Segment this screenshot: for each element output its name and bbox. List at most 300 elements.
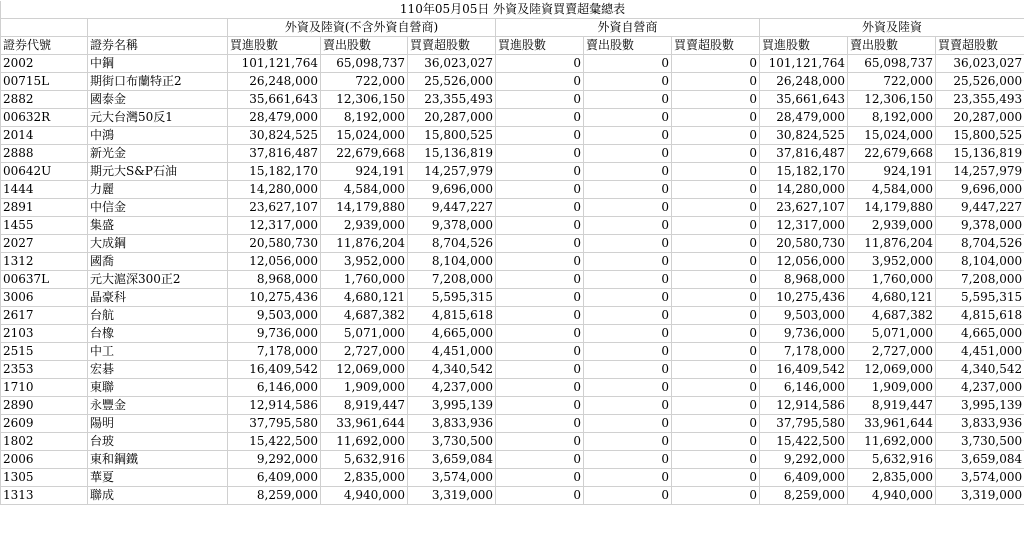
dealer-sell-cell: 0 <box>584 289 672 307</box>
total-net-cell: 9,378,000 <box>936 217 1024 235</box>
header-stock-code: 證券代號 <box>1 37 88 55</box>
sell-shares-cell: 4,680,121 <box>321 289 408 307</box>
header-sell-shares: 賣出股數 <box>321 37 408 55</box>
buy-shares-cell: 12,914,586 <box>228 397 321 415</box>
dealer-sell-cell: 0 <box>584 55 672 73</box>
total-buy-cell: 37,795,580 <box>760 415 848 433</box>
buy-shares-cell: 8,259,000 <box>228 487 321 505</box>
total-net-cell: 3,730,500 <box>936 433 1024 451</box>
total-sell-cell: 2,835,000 <box>848 469 936 487</box>
table-row <box>1 469 1024 487</box>
total-buy-cell: 28,479,000 <box>760 109 848 127</box>
buy-shares-cell: 8,968,000 <box>228 271 321 289</box>
buy-shares-cell: 10,275,436 <box>228 289 321 307</box>
total-net-cell: 4,815,618 <box>936 307 1024 325</box>
net-shares-cell: 3,319,000 <box>408 487 496 505</box>
stock-code-cell: 2890 <box>1 397 88 415</box>
total-buy-cell: 12,914,586 <box>760 397 848 415</box>
dealer-buy-cell: 0 <box>496 469 584 487</box>
stock-name-cell: 國泰金 <box>88 91 228 109</box>
dealer-net-cell: 0 <box>672 289 760 307</box>
dealer-net-cell: 0 <box>672 55 760 73</box>
table-row <box>1 379 1024 397</box>
sell-shares-cell: 4,940,000 <box>321 487 408 505</box>
table-row <box>1 415 1024 433</box>
stock-name-cell: 力麗 <box>88 181 228 199</box>
sell-shares-cell: 722,000 <box>321 73 408 91</box>
total-sell-cell: 22,679,668 <box>848 145 936 163</box>
table-row <box>1 91 1024 109</box>
net-shares-cell: 3,833,936 <box>408 415 496 433</box>
header-net-shares: 買賣超股數 <box>672 37 760 55</box>
dealer-buy-cell: 0 <box>496 253 584 271</box>
table-row <box>1 55 1024 73</box>
dealer-net-cell: 0 <box>672 433 760 451</box>
total-sell-cell: 12,069,000 <box>848 361 936 379</box>
dealer-net-cell: 0 <box>672 361 760 379</box>
stock-code-cell: 00715L <box>1 73 88 91</box>
dealer-sell-cell: 0 <box>584 469 672 487</box>
stock-name-cell: 陽明 <box>88 415 228 433</box>
stock-name-cell: 元大台灣50反1 <box>88 109 228 127</box>
dealer-buy-cell: 0 <box>496 433 584 451</box>
total-buy-cell: 15,182,170 <box>760 163 848 181</box>
stock-name-cell: 中鋼 <box>88 55 228 73</box>
header-stock-name: 證券名稱 <box>88 37 228 55</box>
buy-shares-cell: 28,479,000 <box>228 109 321 127</box>
group-header-foreign-dealer: 外資自營商 <box>496 19 760 37</box>
dealer-buy-cell: 0 <box>496 217 584 235</box>
dealer-buy-cell: 0 <box>496 343 584 361</box>
dealer-sell-cell: 0 <box>584 343 672 361</box>
header-net-shares: 買賣超股數 <box>936 37 1024 55</box>
dealer-buy-cell: 0 <box>496 55 584 73</box>
sell-shares-cell: 8,919,447 <box>321 397 408 415</box>
dealer-sell-cell: 0 <box>584 415 672 433</box>
stock-name-cell: 台航 <box>88 307 228 325</box>
dealer-buy-cell: 0 <box>496 379 584 397</box>
stock-name-cell: 國喬 <box>88 253 228 271</box>
dealer-net-cell: 0 <box>672 217 760 235</box>
table-row <box>1 109 1024 127</box>
buy-shares-cell: 37,795,580 <box>228 415 321 433</box>
stock-code-cell: 2103 <box>1 325 88 343</box>
stock-name-cell: 中鴻 <box>88 127 228 145</box>
dealer-net-cell: 0 <box>672 325 760 343</box>
sell-shares-cell: 22,679,668 <box>321 145 408 163</box>
dealer-sell-cell: 0 <box>584 397 672 415</box>
dealer-buy-cell: 0 <box>496 145 584 163</box>
dealer-net-cell: 0 <box>672 73 760 91</box>
stock-code-cell: 1312 <box>1 253 88 271</box>
header-sell-shares: 賣出股數 <box>848 37 936 55</box>
net-shares-cell: 3,730,500 <box>408 433 496 451</box>
net-shares-cell: 3,574,000 <box>408 469 496 487</box>
stock-code-cell: 00642U <box>1 163 88 181</box>
dealer-buy-cell: 0 <box>496 415 584 433</box>
stock-name-cell: 永豐金 <box>88 397 228 415</box>
total-net-cell: 9,447,227 <box>936 199 1024 217</box>
dealer-net-cell: 0 <box>672 181 760 199</box>
total-sell-cell: 924,191 <box>848 163 936 181</box>
total-net-cell: 25,526,000 <box>936 73 1024 91</box>
buy-shares-cell: 16,409,542 <box>228 361 321 379</box>
header-buy-shares: 買進股數 <box>228 37 321 55</box>
buy-shares-cell: 9,736,000 <box>228 325 321 343</box>
header-buy-shares: 買進股數 <box>496 37 584 55</box>
total-sell-cell: 12,306,150 <box>848 91 936 109</box>
dealer-buy-cell: 0 <box>496 307 584 325</box>
total-net-cell: 4,340,542 <box>936 361 1024 379</box>
total-sell-cell: 3,952,000 <box>848 253 936 271</box>
total-sell-cell: 11,876,204 <box>848 235 936 253</box>
stock-code-cell: 1455 <box>1 217 88 235</box>
dealer-buy-cell: 0 <box>496 73 584 91</box>
table-row <box>1 73 1024 91</box>
table-row <box>1 397 1024 415</box>
sell-shares-cell: 4,584,000 <box>321 181 408 199</box>
total-sell-cell: 11,692,000 <box>848 433 936 451</box>
net-shares-cell: 15,800,525 <box>408 127 496 145</box>
total-buy-cell: 7,178,000 <box>760 343 848 361</box>
net-shares-cell: 36,023,027 <box>408 55 496 73</box>
group-header-foreign-total: 外資及陸資 <box>760 19 1024 37</box>
group-blank-cell <box>88 19 228 37</box>
buy-shares-cell: 37,816,487 <box>228 145 321 163</box>
total-net-cell: 15,136,819 <box>936 145 1024 163</box>
total-net-cell: 3,574,000 <box>936 469 1024 487</box>
total-sell-cell: 15,024,000 <box>848 127 936 145</box>
sell-shares-cell: 12,069,000 <box>321 361 408 379</box>
net-shares-cell: 3,659,084 <box>408 451 496 469</box>
report-title: 110年05月05日 外資及陸資買賣超彙總表 <box>1 1 1024 19</box>
stock-name-cell: 中工 <box>88 343 228 361</box>
sell-shares-cell: 2,835,000 <box>321 469 408 487</box>
total-buy-cell: 6,409,000 <box>760 469 848 487</box>
total-buy-cell: 20,580,730 <box>760 235 848 253</box>
total-buy-cell: 35,661,643 <box>760 91 848 109</box>
dealer-net-cell: 0 <box>672 271 760 289</box>
total-buy-cell: 12,317,000 <box>760 217 848 235</box>
dealer-sell-cell: 0 <box>584 163 672 181</box>
total-net-cell: 3,833,936 <box>936 415 1024 433</box>
total-buy-cell: 37,816,487 <box>760 145 848 163</box>
sell-shares-cell: 5,632,916 <box>321 451 408 469</box>
dealer-net-cell: 0 <box>672 145 760 163</box>
total-buy-cell: 9,736,000 <box>760 325 848 343</box>
total-sell-cell: 8,919,447 <box>848 397 936 415</box>
net-shares-cell: 4,237,000 <box>408 379 496 397</box>
stock-name-cell: 大成鋼 <box>88 235 228 253</box>
total-buy-cell: 9,503,000 <box>760 307 848 325</box>
stock-name-cell: 期街口布蘭特正2 <box>88 73 228 91</box>
stock-name-cell: 東聯 <box>88 379 228 397</box>
table-row <box>1 199 1024 217</box>
total-sell-cell: 4,584,000 <box>848 181 936 199</box>
total-net-cell: 8,104,000 <box>936 253 1024 271</box>
dealer-buy-cell: 0 <box>496 109 584 127</box>
dealer-net-cell: 0 <box>672 199 760 217</box>
sell-shares-cell: 33,961,644 <box>321 415 408 433</box>
net-shares-cell: 23,355,493 <box>408 91 496 109</box>
stock-code-cell: 2882 <box>1 91 88 109</box>
dealer-net-cell: 0 <box>672 163 760 181</box>
stock-name-cell: 期元大S&P石油 <box>88 163 228 181</box>
total-sell-cell: 4,680,121 <box>848 289 936 307</box>
total-sell-cell: 14,179,880 <box>848 199 936 217</box>
net-shares-cell: 20,287,000 <box>408 109 496 127</box>
dealer-sell-cell: 0 <box>584 307 672 325</box>
dealer-buy-cell: 0 <box>496 127 584 145</box>
net-shares-cell: 5,595,315 <box>408 289 496 307</box>
stock-name-cell: 宏碁 <box>88 361 228 379</box>
net-shares-cell: 4,451,000 <box>408 343 496 361</box>
sell-shares-cell: 5,071,000 <box>321 325 408 343</box>
buy-shares-cell: 15,182,170 <box>228 163 321 181</box>
dealer-net-cell: 0 <box>672 487 760 505</box>
sell-shares-cell: 4,687,382 <box>321 307 408 325</box>
dealer-buy-cell: 0 <box>496 361 584 379</box>
dealer-buy-cell: 0 <box>496 181 584 199</box>
total-net-cell: 3,319,000 <box>936 487 1024 505</box>
sell-shares-cell: 14,179,880 <box>321 199 408 217</box>
dealer-sell-cell: 0 <box>584 379 672 397</box>
total-buy-cell: 8,259,000 <box>760 487 848 505</box>
buy-shares-cell: 15,422,500 <box>228 433 321 451</box>
total-buy-cell: 23,627,107 <box>760 199 848 217</box>
table-row <box>1 325 1024 343</box>
dealer-net-cell: 0 <box>672 451 760 469</box>
total-buy-cell: 9,292,000 <box>760 451 848 469</box>
net-shares-cell: 4,340,542 <box>408 361 496 379</box>
table-row <box>1 181 1024 199</box>
dealer-net-cell: 0 <box>672 469 760 487</box>
total-sell-cell: 4,687,382 <box>848 307 936 325</box>
total-buy-cell: 12,056,000 <box>760 253 848 271</box>
buy-shares-cell: 6,146,000 <box>228 379 321 397</box>
sell-shares-cell: 2,939,000 <box>321 217 408 235</box>
header-sell-shares: 賣出股數 <box>584 37 672 55</box>
stock-code-cell: 2891 <box>1 199 88 217</box>
sell-shares-cell: 65,098,737 <box>321 55 408 73</box>
total-sell-cell: 2,939,000 <box>848 217 936 235</box>
dealer-sell-cell: 0 <box>584 433 672 451</box>
buy-shares-cell: 101,121,764 <box>228 55 321 73</box>
stock-code-cell: 2006 <box>1 451 88 469</box>
table-row <box>1 487 1024 505</box>
total-buy-cell: 10,275,436 <box>760 289 848 307</box>
table-row <box>1 343 1024 361</box>
total-sell-cell: 1,760,000 <box>848 271 936 289</box>
stock-name-cell: 東和鋼鐵 <box>88 451 228 469</box>
table-row <box>1 307 1024 325</box>
buy-shares-cell: 12,056,000 <box>228 253 321 271</box>
dealer-net-cell: 0 <box>672 379 760 397</box>
table-row <box>1 289 1024 307</box>
buy-shares-cell: 35,661,643 <box>228 91 321 109</box>
stock-code-cell: 00637L <box>1 271 88 289</box>
table-row <box>1 217 1024 235</box>
buy-shares-cell: 23,627,107 <box>228 199 321 217</box>
table-row <box>1 433 1024 451</box>
total-buy-cell: 30,824,525 <box>760 127 848 145</box>
sell-shares-cell: 2,727,000 <box>321 343 408 361</box>
total-sell-cell: 722,000 <box>848 73 936 91</box>
total-sell-cell: 5,071,000 <box>848 325 936 343</box>
header-net-shares: 買賣超股數 <box>408 37 496 55</box>
dealer-buy-cell: 0 <box>496 91 584 109</box>
dealer-net-cell: 0 <box>672 415 760 433</box>
net-shares-cell: 25,526,000 <box>408 73 496 91</box>
sell-shares-cell: 924,191 <box>321 163 408 181</box>
dealer-net-cell: 0 <box>672 343 760 361</box>
stock-name-cell: 集盛 <box>88 217 228 235</box>
stock-code-cell: 2888 <box>1 145 88 163</box>
table-body <box>1 55 1024 505</box>
total-net-cell: 7,208,000 <box>936 271 1024 289</box>
total-net-cell: 4,451,000 <box>936 343 1024 361</box>
stock-code-cell: 1313 <box>1 487 88 505</box>
dealer-net-cell: 0 <box>672 397 760 415</box>
buy-shares-cell: 9,292,000 <box>228 451 321 469</box>
stock-code-cell: 1802 <box>1 433 88 451</box>
group-header-foreign-ex-dealer: 外資及陸資(不含外資自營商) <box>228 19 496 37</box>
stock-code-cell: 2002 <box>1 55 88 73</box>
table-row <box>1 127 1024 145</box>
dealer-sell-cell: 0 <box>584 217 672 235</box>
dealer-sell-cell: 0 <box>584 253 672 271</box>
dealer-buy-cell: 0 <box>496 163 584 181</box>
dealer-net-cell: 0 <box>672 235 760 253</box>
buy-shares-cell: 14,280,000 <box>228 181 321 199</box>
total-buy-cell: 15,422,500 <box>760 433 848 451</box>
total-sell-cell: 5,632,916 <box>848 451 936 469</box>
stock-code-cell: 1710 <box>1 379 88 397</box>
total-buy-cell: 16,409,542 <box>760 361 848 379</box>
stock-name-cell: 中信金 <box>88 199 228 217</box>
net-shares-cell: 14,257,979 <box>408 163 496 181</box>
dealer-sell-cell: 0 <box>584 91 672 109</box>
net-shares-cell: 8,704,526 <box>408 235 496 253</box>
total-sell-cell: 2,727,000 <box>848 343 936 361</box>
dealer-net-cell: 0 <box>672 307 760 325</box>
dealer-buy-cell: 0 <box>496 199 584 217</box>
stock-name-cell: 晶豪科 <box>88 289 228 307</box>
total-net-cell: 3,659,084 <box>936 451 1024 469</box>
total-sell-cell: 1,909,000 <box>848 379 936 397</box>
total-net-cell: 9,696,000 <box>936 181 1024 199</box>
dealer-buy-cell: 0 <box>496 289 584 307</box>
group-header-row <box>1 19 1024 37</box>
stock-name-cell: 元大滬深300正2 <box>88 271 228 289</box>
total-sell-cell: 65,098,737 <box>848 55 936 73</box>
dealer-buy-cell: 0 <box>496 397 584 415</box>
table-row <box>1 235 1024 253</box>
net-shares-cell: 9,696,000 <box>408 181 496 199</box>
sell-shares-cell: 8,192,000 <box>321 109 408 127</box>
net-shares-cell: 4,665,000 <box>408 325 496 343</box>
sell-shares-cell: 12,306,150 <box>321 91 408 109</box>
dealer-net-cell: 0 <box>672 253 760 271</box>
stock-code-cell: 2617 <box>1 307 88 325</box>
dealer-buy-cell: 0 <box>496 325 584 343</box>
dealer-net-cell: 0 <box>672 127 760 145</box>
title-row <box>1 1 1024 19</box>
sell-shares-cell: 3,952,000 <box>321 253 408 271</box>
net-shares-cell: 3,995,139 <box>408 397 496 415</box>
dealer-sell-cell: 0 <box>584 109 672 127</box>
buy-shares-cell: 6,409,000 <box>228 469 321 487</box>
stock-code-cell: 2014 <box>1 127 88 145</box>
stock-name-cell: 台玻 <box>88 433 228 451</box>
table-row <box>1 451 1024 469</box>
total-net-cell: 8,704,526 <box>936 235 1024 253</box>
net-shares-cell: 9,378,000 <box>408 217 496 235</box>
total-net-cell: 36,023,027 <box>936 55 1024 73</box>
table-row <box>1 361 1024 379</box>
dealer-sell-cell: 0 <box>584 73 672 91</box>
table-head <box>1 1 1024 55</box>
table-row <box>1 145 1024 163</box>
stock-code-cell: 1444 <box>1 181 88 199</box>
dealer-sell-cell: 0 <box>584 451 672 469</box>
dealer-sell-cell: 0 <box>584 145 672 163</box>
total-net-cell: 15,800,525 <box>936 127 1024 145</box>
total-buy-cell: 101,121,764 <box>760 55 848 73</box>
stock-code-cell: 3006 <box>1 289 88 307</box>
dealer-sell-cell: 0 <box>584 181 672 199</box>
total-net-cell: 4,237,000 <box>936 379 1024 397</box>
total-sell-cell: 8,192,000 <box>848 109 936 127</box>
buy-shares-cell: 26,248,000 <box>228 73 321 91</box>
sell-shares-cell: 15,024,000 <box>321 127 408 145</box>
net-shares-cell: 9,447,227 <box>408 199 496 217</box>
total-net-cell: 20,287,000 <box>936 109 1024 127</box>
net-shares-cell: 8,104,000 <box>408 253 496 271</box>
total-net-cell: 14,257,979 <box>936 163 1024 181</box>
stock-code-cell: 1305 <box>1 469 88 487</box>
dealer-buy-cell: 0 <box>496 487 584 505</box>
sell-shares-cell: 11,876,204 <box>321 235 408 253</box>
table-row <box>1 253 1024 271</box>
sell-shares-cell: 1,760,000 <box>321 271 408 289</box>
stock-code-cell: 2515 <box>1 343 88 361</box>
dealer-sell-cell: 0 <box>584 325 672 343</box>
total-sell-cell: 33,961,644 <box>848 415 936 433</box>
dealer-sell-cell: 0 <box>584 199 672 217</box>
stock-code-cell: 00632R <box>1 109 88 127</box>
dealer-buy-cell: 0 <box>496 235 584 253</box>
buy-shares-cell: 9,503,000 <box>228 307 321 325</box>
total-net-cell: 4,665,000 <box>936 325 1024 343</box>
total-net-cell: 5,595,315 <box>936 289 1024 307</box>
dealer-sell-cell: 0 <box>584 235 672 253</box>
total-sell-cell: 4,940,000 <box>848 487 936 505</box>
net-shares-cell: 4,815,618 <box>408 307 496 325</box>
total-net-cell: 3,995,139 <box>936 397 1024 415</box>
dealer-sell-cell: 0 <box>584 127 672 145</box>
dealer-sell-cell: 0 <box>584 271 672 289</box>
stock-code-cell: 2353 <box>1 361 88 379</box>
dealer-net-cell: 0 <box>672 91 760 109</box>
net-shares-cell: 7,208,000 <box>408 271 496 289</box>
dealer-sell-cell: 0 <box>584 361 672 379</box>
group-blank-cell <box>1 19 88 37</box>
stock-name-cell: 新光金 <box>88 145 228 163</box>
dealer-sell-cell: 0 <box>584 487 672 505</box>
total-buy-cell: 14,280,000 <box>760 181 848 199</box>
buy-shares-cell: 20,580,730 <box>228 235 321 253</box>
